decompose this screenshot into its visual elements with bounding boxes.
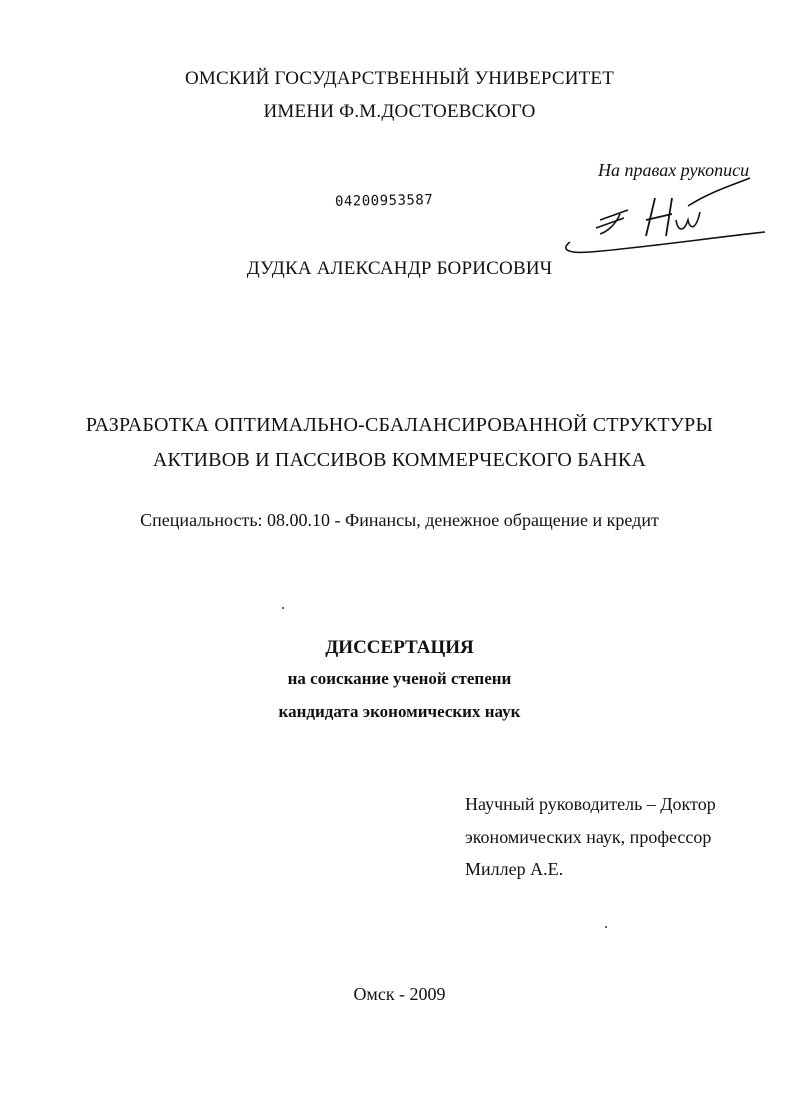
city-year: Омск - 2009	[353, 984, 446, 1004]
supervisor-name: Миллер А.Е.	[465, 859, 564, 879]
dissertation-title-line1: РАЗРАБОТКА ОПТИМАЛЬНО-СБАЛАНСИРОВАННОЙ СТРУКТУРЫ	[85, 414, 714, 436]
signature-mark	[560, 170, 770, 260]
university-name-line2: ИМЕНИ Ф.М.ДОСТОЕВСКОГО	[263, 101, 536, 122]
specialty-line: Специальность: 08.00.10 - Финансы, денежное обращение и кредит	[140, 510, 659, 530]
university-name-line1: ОМСКИЙ ГОСУДАРСТВЕННЫЙ УНИВЕРСИТЕТ	[184, 68, 615, 89]
supervisor-line1: Научный руководитель – Доктор	[465, 794, 716, 814]
author-name: ДУДКА АЛЕКСАНДР БОРИСОВИЧ	[246, 258, 553, 279]
manuscript-rights-note: На правах рукописи	[598, 160, 750, 180]
supervisor-line2: экономических наук, профессор	[465, 827, 712, 847]
degree-line2: кандидата экономических наук	[278, 702, 521, 721]
scan-speck	[282, 607, 284, 609]
document-type-heading: ДИССЕРТАЦИЯ	[325, 637, 474, 658]
scan-speck	[605, 926, 607, 928]
dissertation-title-line2: АКТИВОВ И ПАССИВОВ КОММЕРЧЕСКОГО БАНКА	[152, 449, 647, 471]
degree-line1: на соискание ученой степени	[287, 669, 512, 688]
catalog-code: 04200953587	[334, 192, 434, 210]
